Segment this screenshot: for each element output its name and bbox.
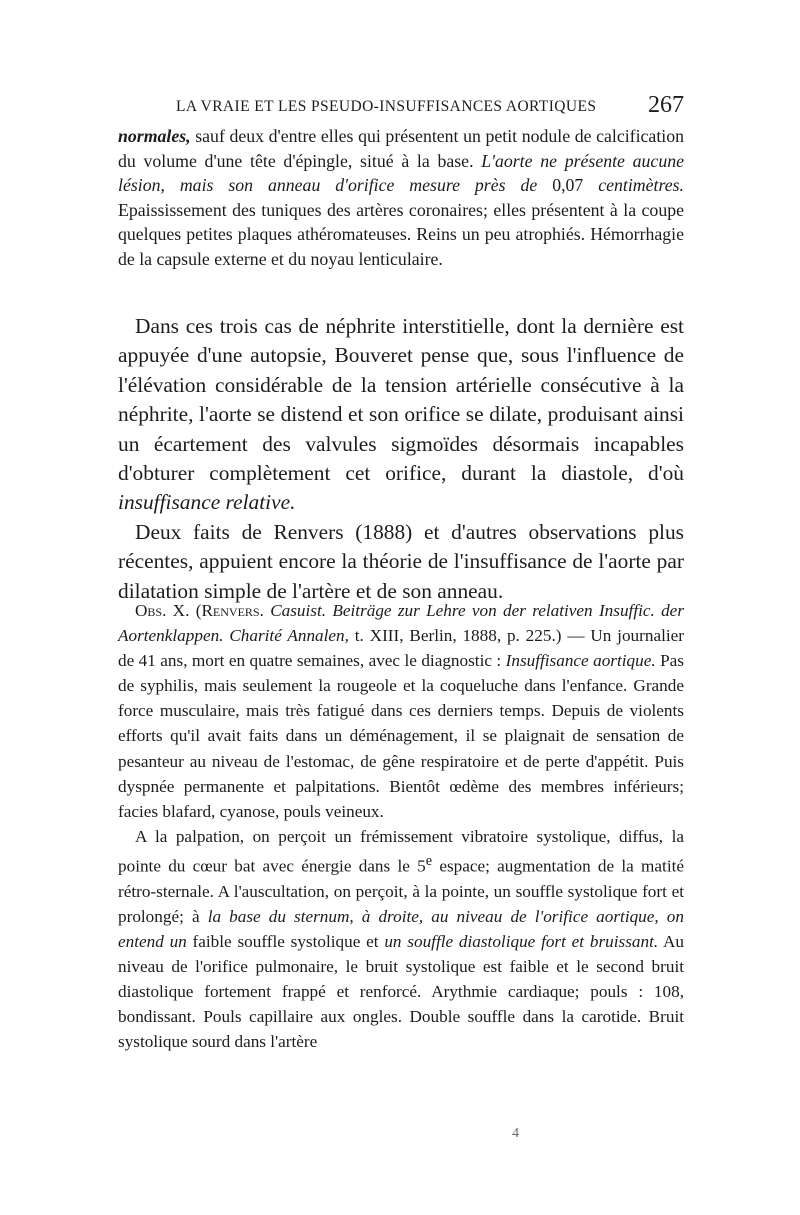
observation-paragraph-1: Obs. X. (Renvers. Casuist. Beiträge zur Lehre von der relativen Insuffic. der Aortenklappen. Charité Annalen, t. XIII, Berlin, 1888, p. 225.) — Un journalier de 41 ans, mort en quatre semaines, avec le diagnostic : Insuffisance aortique. Pas de syphilis, mais seulement la rougeole et la coqueluche dans l'enfance. Grande force musculaire, mais très fatigué dans ces derniers temps. Depuis de violents efforts qu'il avait faits dans un déménagement, il se plaignait de sensation de pesanteur au niveau de l'estomac, de gêne respiratoire et de perte d'appétit. Puis dyspnée permanente et palpitations. Bientôt œdème des membres inférieurs; facies blafard, cyanose, pouls veineux. (118, 601, 685, 821)
signature-mark: 4 (512, 1126, 519, 1141)
emphasis-normales: normales, (118, 126, 191, 146)
italic-souffle-diastolique: un souffle diastolique fort et bruissant. (384, 931, 659, 951)
observation-label: Obs. X. (135, 601, 190, 620)
page-header (118, 92, 684, 122)
diagnosis: Insuffisance aortique. (505, 651, 656, 671)
continuation-text: normales, sauf deux d'entre elles qui présentent un petit nodule de calcification du volume d'une tête d'épingle, situé à la base. L'aorte ne présente aucune lésion, mais son anneau d'orifice mesure près de 0,07 centimètres. Epaississement des tuniques des artères coronaires; elles présentent à la coupe quelques petites plaques athéromateuses. Reins un peu atrophiés. Hémorrhagie de la capsule externe et du noyau lenticulaire. (118, 126, 684, 269)
paragraph-renvers: Deux faits de Renvers (1888) et d'autres observations plus récentes, appuient encore la théorie de l'insuffisance de l'aorte par dilatation simple de l'artère et de son anneau. (118, 519, 684, 603)
reference-author: Renvers (201, 601, 260, 620)
reference-title: Casuist. Beiträge zur Lehre von der relativen Insuffic. der Aortenklappen. Charité Annalen, (118, 601, 685, 646)
italic-insuffisance-relative: insuffisance relative. (118, 490, 296, 515)
running-title: LA VRAIE ET LES PSEUDO-INSUFFISANCES AORTIQUES (176, 98, 597, 115)
continuation-paragraph (118, 124, 684, 271)
page-number: 267 (648, 92, 684, 118)
italic-base-du-sternum: la base du sternum, à droite, au niveau de l'orifice aortique, on entend un (118, 906, 684, 951)
observation-block (118, 598, 684, 1054)
italic-aorte-sentence: L'aorte ne présente aucune lésion, mais son anneau d'orifice mesure près de 0,07 centimètres. (118, 150, 684, 195)
paragraph-bouveret: Dans ces trois cas de néphrite interstitielle, dont la dernière est appuyée d'une autopsie, Bouveret pense que, sous l'influence de l'élévation considérable de la tension artérielle consécutive à la néphrite, l'aorte se distend et son orifice se dilate, produisant ainsi un écartement des valvules sigmoïdes désormais incapables d'obturer complètement cet orifice, durant la diastole, d'où insuffisance relative. (118, 314, 684, 515)
observation-paragraph-2: A la palpation, on perçoit un frémissement vibratoire systolique, diffus, la pointe du cœur bat avec énergie dans le 5e espace; augmentation de la matité rétro-sternale. A l'auscultation, on perçoit, à la pointe, un souffle systolique fort et prolongé; à la base du sternum, à droite, au niveau de l'orifice aortique, on entend un faible souffle systolique et un souffle diastolique fort et bruissant. Au niveau de l'orifice pulmonaire, le bruit systolique est faible et le second bruit diastolique fortement frappé et renforcé. Arythmie cardiaque; pouls : 108, bondissant. Pouls capillaire aux ongles. Double souffle dans la carotide. Bruit systolique sourd dans l'artère (118, 826, 684, 1052)
main-text (118, 312, 684, 606)
